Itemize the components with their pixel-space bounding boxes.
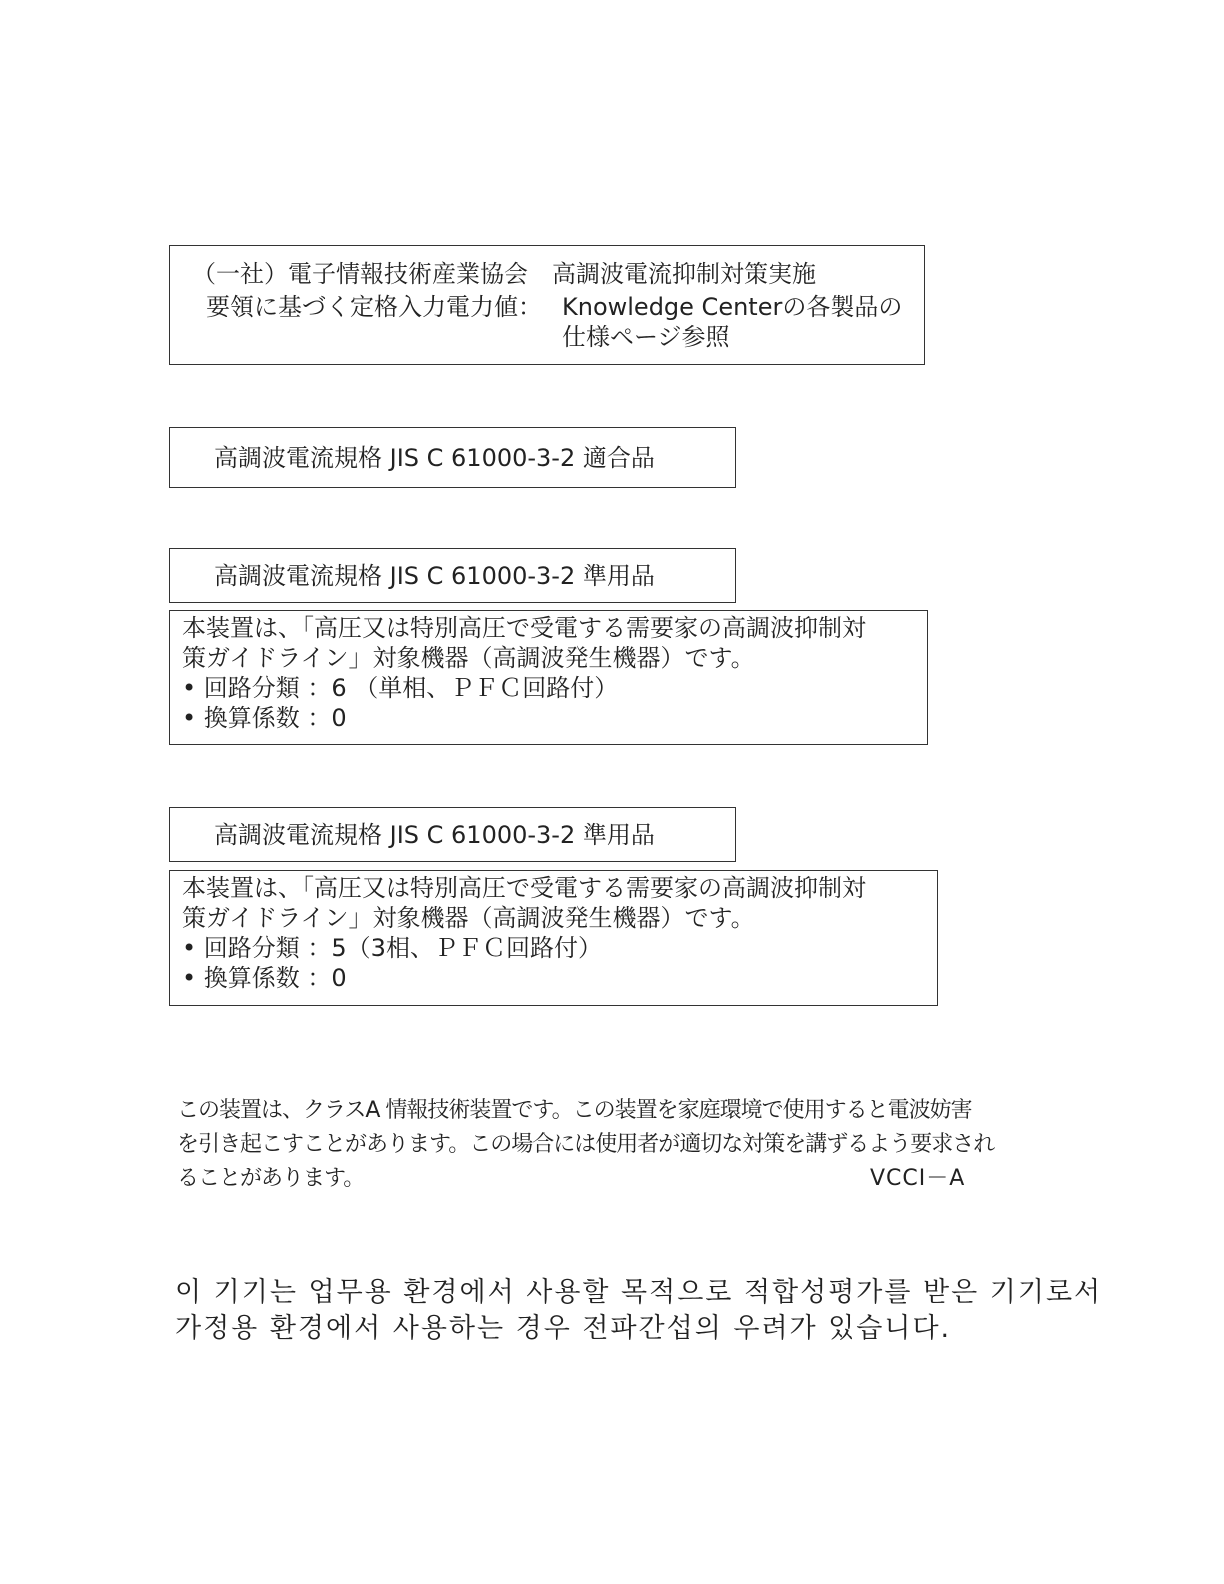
jeita-line-3: 仕様ページ参照: [562, 323, 730, 351]
jeita-line-2-value: Knowledge Centerの各製品の: [562, 293, 903, 321]
jeita-line-2-label: 要領に基づく定格入力電力値：: [206, 293, 542, 321]
detail-2-circuit-class: • 回路分類 ：5（3相、ＰＦＣ回路付）: [182, 934, 602, 962]
jeita-line-1: （一社）電子情報技術産業協会 高調波電流抑制対策実施: [192, 260, 816, 288]
vcci-line-3: ることがあります。: [177, 1166, 365, 1191]
korean-line-1: 이 기기는 업무용 환경에서 사용할 목적으로 적합성평가를 받은 기기로서: [175, 1277, 1103, 1308]
korean-line-2: 가정용 환경에서 사용하는 경우 전파간섭의 우려가 있습니다.: [175, 1313, 952, 1344]
detail-1-line-2: 策ガイドライン」対象機器（高調波発生機器）です。: [182, 644, 755, 672]
detail-2-conversion-factor: • 換算係数 ：0: [182, 964, 347, 992]
standard-detail-box-1: [169, 610, 928, 745]
detail-1-circuit-class: • 回路分類 ：6 （単相、ＰＦＣ回路付）: [182, 674, 619, 702]
korean-emc-statement: [175, 1275, 1102, 1347]
detail-1-line-1: 本装置は、「高圧又は特別高圧で受電する需要家の高調波抑制対: [182, 614, 866, 642]
jeita-rated-power-box: [169, 245, 925, 365]
vcci-line-1: この装置は、クラスA 情報技術装置です。この装置を家庭環境で使用すると電波妨害: [177, 1098, 972, 1123]
vcci-class-mark: VCCI－A: [870, 1166, 966, 1191]
standard-applied-title-2: 高調波電流規格 JIS C 61000-3-2 準用品: [214, 820, 655, 849]
detail-2-line-2: 策ガイドライン」対象機器（高調波発生機器）です。: [182, 904, 755, 932]
standard-compliant-box: [169, 427, 736, 488]
standard-applied-box-1: [169, 548, 736, 603]
standard-compliant-title: 高調波電流規格 JIS C 61000-3-2 適合品: [214, 443, 655, 472]
standard-applied-title-1: 高調波電流規格 JIS C 61000-3-2 準用品: [214, 561, 655, 590]
vcci-line-2: を引き起こすことがあります。この場合には使用者が適切な対策を講ずるよう要求され: [177, 1132, 995, 1157]
detail-2-line-1: 本装置は、「高圧又は特別高圧で受電する需要家の高調波抑制対: [182, 874, 866, 902]
standard-detail-box-2: [169, 870, 938, 1006]
standard-applied-box-2: [169, 807, 736, 862]
detail-1-conversion-factor: • 換算係数 ：0: [182, 704, 347, 732]
